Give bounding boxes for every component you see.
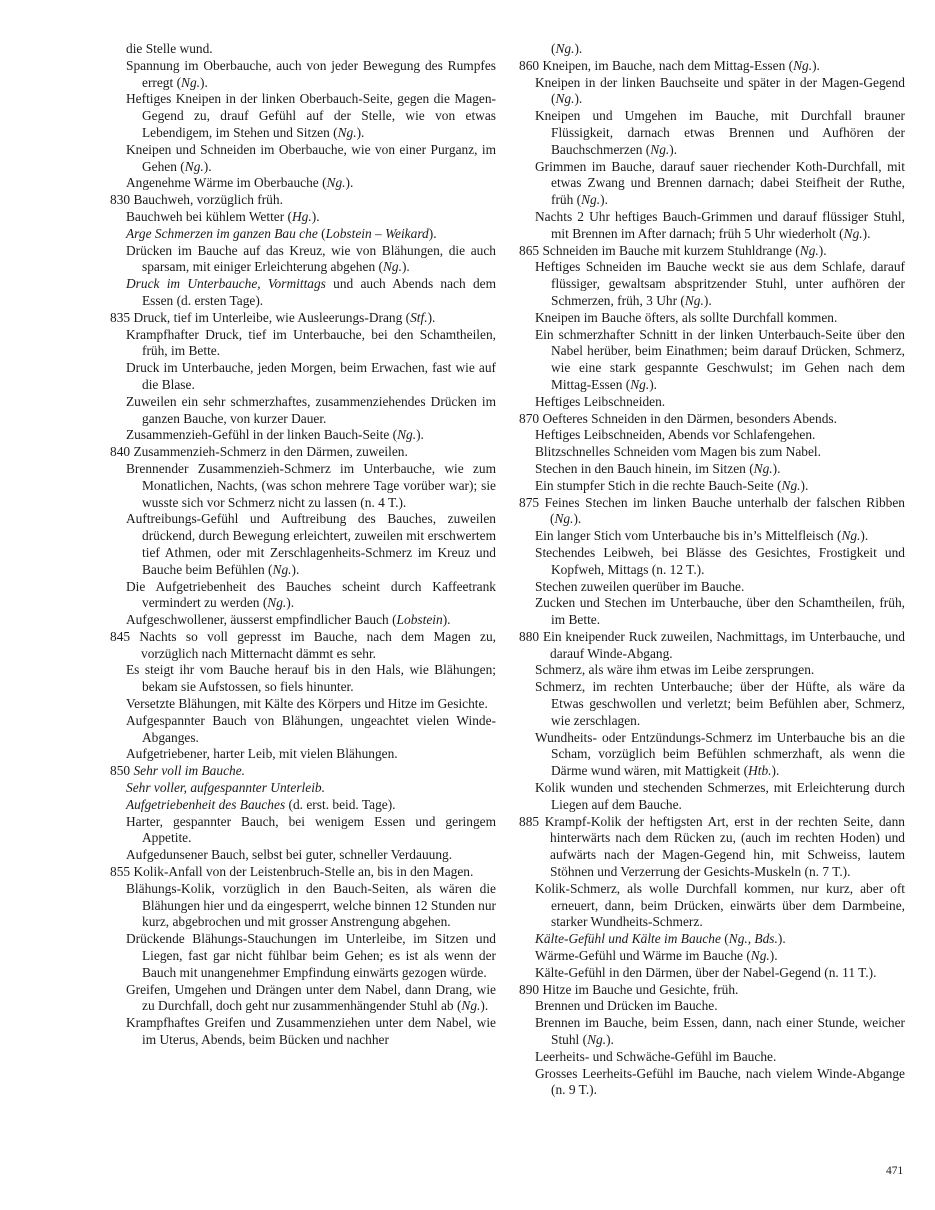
entry: Drücken im Bauche auf das Kreuz, wie von Blähungen, die auch sparsam, mit einiger Erleichterung abgehen (Ng.).	[126, 242, 496, 275]
entry: Blitzschnelles Schneiden vom Magen bis zum Nabel.	[535, 444, 821, 460]
entry: Kälte-Gefühl in den Därmen, über der Nabel-Gegend (n. 11 T.).	[535, 964, 877, 980]
entry: Kolik wunden und stechenden Schmerzes, mit Erleichterung durch Liegen auf dem Bauche.	[535, 780, 905, 812]
entry: Wärme-Gefühl und Wärme im Bauche (Ng.).	[535, 948, 778, 964]
entry-number: 850	[110, 763, 134, 779]
entry: Leerheits- und Schwäche-Gefühl im Bauche.	[535, 1048, 777, 1064]
numbered-entry	[110, 192, 496, 209]
entry: Ein langer Stich vom Unterbauche bis in’s Mittelfleisch (Ng.).	[535, 528, 869, 544]
entry: Nachts 2 Uhr heftiges Bauch-Grimmen und darauf flüssiger Stuhl, mit Brennen im After darnach; früh 5 Uhr wiederholt (Ng.).	[535, 208, 905, 241]
entry: Aufgeschwollener, äusserst empfindlicher Bauch (Lobstein).	[126, 612, 451, 628]
numbered-entry	[519, 629, 905, 663]
entry-text: Krampf-Kolik der heftigsten Art, erst in der rechten Seite, dann hinterwärts nach dem Rücken zu, (auch im rechten Hoden) und aufwärts nach der Magen-Gegend hin, mit Schweiss, lautem Stöhnen und Verzerrung der Gesichts-Muskeln (n. 7 T.).	[544, 813, 905, 880]
numbered-entry	[110, 763, 496, 780]
entry: Kolik-Schmerz, als wolle Durchfall kommen, nur kurz, aber oft erneuert, dann, beim Drücken, einwärts über dem Darmbeine, starker Wundheits-Schmerz.	[535, 880, 905, 930]
entry: Aufgetriebener, harter Leib, mit vielen Blähungen.	[126, 746, 398, 762]
entry-number: 845	[110, 628, 140, 644]
numbered-entry	[519, 243, 905, 260]
entry: Brennender Zusammenzieh-Schmerz im Unterbauche, wie zum Monatlichen, Nachts, (was schon mehrere Tage vorüber war); sie wusste sich vor Schmerz nicht zu lassen (n. 4 T.).	[126, 460, 496, 510]
entry-number: 875	[519, 494, 545, 510]
entry-text: Sehr voll im Bauche.	[133, 763, 245, 779]
entry: Druck im Unterbauche, Vormittags und auch Abends nach dem Essen (d. ersten Tage).	[126, 276, 496, 308]
entry: Schmerz, als wäre ihm etwas im Leibe zersprungen.	[535, 662, 815, 678]
continued-text: (Ng.).	[551, 41, 583, 56]
entry: Greifen, Umgehen und Drängen unter dem Nabel, dann Drang, wie zu Durchfall, doch geht nur zusammenhängender Stuhl ab (Ng.).	[126, 981, 496, 1014]
numbered-entry	[519, 982, 905, 999]
entry: Harter, gespannter Bauch, bei wenigem Essen und geringem Appetite.	[126, 813, 496, 846]
entry-number: 860	[519, 57, 543, 73]
left-column	[110, 41, 496, 1049]
numbered-entry	[110, 629, 496, 663]
numbered-entry	[519, 495, 905, 529]
entry-text: Oefteres Schneiden in den Därmen, besonders Abends.	[542, 410, 837, 426]
entry: Arge Schmerzen im ganzen Bau che (Lobstein – Weikard).	[126, 225, 437, 241]
entry-number: 890	[519, 981, 543, 997]
entry: Angenehme Wärme im Oberbauche (Ng.).	[126, 175, 354, 191]
entry-text: Nachts so voll gepresst im Bauche, nach dem Magen zu, vorzüglich nach Mitternacht dämmt es sehr.	[139, 628, 496, 661]
entry-number: 870	[519, 410, 543, 426]
entry: Krampfhafter Druck, tief im Unterbauche, bei den Schamtheilen, früh, im Bette.	[126, 326, 496, 359]
entry: Druck im Unterbauche, jeden Morgen, beim Erwachen, fast wie auf die Blase.	[126, 360, 496, 392]
entry-number: 885	[519, 813, 545, 829]
entry: Wundheits- oder Entzündungs-Schmerz im Unterbauche bis an die Scham, vorzüglich beim Befühlen schmerzhaft, als wenn die Därme wund wären, mit Mattigkeit (Htb.).	[535, 729, 905, 779]
entry-text: Ein kneipender Ruck zuweilen, Nachmittags, im Unterbauche, und darauf Winde-Abgang.	[542, 628, 905, 661]
entry-number: 835	[110, 309, 134, 325]
entry: Versetzte Blähungen, mit Kälte des Körpers und Hitze im Gesichte.	[126, 696, 488, 712]
numbered-entry	[110, 444, 496, 461]
entry: Stechen zuweilen querüber im Bauche.	[535, 578, 745, 594]
entry: Kneipen in der linken Bauchseite und später in der Magen-Gegend (Ng.).	[535, 74, 905, 107]
entry: Krampfhaftes Greifen und Zusammenziehen unter dem Nabel, wie im Uterus, Abends, beim Bücken und nachher	[126, 1015, 496, 1048]
entry: Aufgedunsener Bauch, selbst bei guter, schneller Verdauung.	[126, 847, 453, 863]
entry: Stechen in den Bauch hinein, im Sitzen (Ng.).	[535, 460, 781, 476]
numbered-entry	[110, 864, 496, 881]
entry: Zuweilen ein sehr schmerzhaftes, zusammenziehendes Drücken im ganzen Bauche, von kurzer Dauer.	[126, 393, 496, 426]
entry-number: 855	[110, 864, 134, 880]
entry-text: Zusammenzieh-Schmerz in den Därmen, zuweilen.	[133, 444, 408, 460]
numbered-entry	[519, 814, 905, 881]
entry: Kneipen und Schneiden im Oberbauche, wie von einer Purganz, im Gehen (Ng.).	[126, 141, 496, 174]
right-column	[519, 41, 905, 1099]
entry-number: 830	[110, 192, 134, 208]
entry: Ein schmerzhafter Schnitt in der linken Unterbauch-Seite über den Nabel herüber, beim Einathmen; beim darauf Drücken, Schmerz, wie eine stark gespannte Geschwulst; im Gehen nach dem Mittag-Essen (Ng.).	[535, 326, 905, 392]
entry: Brennen und Drücken im Bauche.	[535, 998, 718, 1014]
entry: Kälte-Gefühl und Kälte im Bauche (Ng., Bds.).	[535, 931, 786, 947]
entry: Es steigt ihr vom Bauche herauf bis in den Hals, wie Blähungen; bekam sie Aufstossen, so fiels hinunter.	[126, 662, 496, 695]
entry: Aufgetriebenheit des Bauches (d. erst. beid. Tage).	[126, 796, 396, 812]
entry: Sehr voller, aufgespannter Unterleib.	[126, 780, 325, 796]
entry: Ein stumpfer Stich in die rechte Bauch-Seite (Ng.).	[535, 477, 809, 493]
entry: Zucken und Stechen im Unterbauche, über den Schamtheilen, früh, im Bette.	[535, 595, 905, 628]
entry: Drückende Blähungs-Stauchungen im Unterleibe, im Sitzen und Liegen, fast gar nicht fühlbar beim Gehen; es ist als wenn der Bauch mit unangenehmer Empfindung einwärts gezogen würde.	[126, 931, 496, 980]
entry: Heftiges Leibschneiden, Abends vor Schlafengehen.	[535, 427, 816, 443]
entry: Spannung im Oberbauche, auch von jeder Bewegung des Rumpfes erregt (Ng.).	[126, 57, 496, 90]
entry: Bauchweh bei kühlem Wetter (Hg.).	[126, 208, 320, 224]
entry: Heftiges Kneipen in der linken Oberbauch-Seite, gegen die Magen-Gegend zu, drauf Gefühl auf der Stelle, wie von etwas Lebendigem, im Stehen und Sitzen (Ng.).	[126, 91, 496, 140]
entry: Grosses Leerheits-Gefühl im Bauche, nach vielem Winde-Abgange (n. 9 T.).	[535, 1065, 905, 1098]
entry-text: Druck, tief im Unterleibe, wie Ausleerungs-Drang (Stf.).	[133, 309, 436, 325]
numbered-entry	[519, 411, 905, 428]
entry: Kneipen und Umgehen im Bauche, mit Durchfall brauner Flüssigkeit, darnach etwas Brennen und Aufhören der Bauchschmerzen (Ng.).	[535, 108, 905, 157]
entry-number: 840	[110, 444, 134, 460]
entry: Grimmen im Bauche, darauf sauer riechender Koth-Durchfall, mit etwas Zwang und Brennen darnach; dabei Steifheit der Ruthe, früh (Ng.).	[535, 158, 905, 208]
numbered-entry	[519, 58, 905, 75]
entry: Blähungs-Kolik, vorzüglich in den Bauch-Seiten, als wären die Blähungen hier und da eingesperrt, welche binnen 12 Stunden nur kurz, abgebrochen und mit grosser Anstrengung abgehen.	[126, 880, 497, 930]
entry: Heftiges Schneiden im Bauche weckt sie aus dem Schlafe, darauf flüssiger, gewaltsam abspritzender Stuhl, unter aufhören der Schmerzen, früh, 3 Uhr (Ng.).	[535, 259, 905, 308]
entry-text: Schneiden im Bauche mit kurzem Stuhldrange (Ng.).	[542, 242, 827, 258]
entry: Stechendes Leibweh, bei Blässe des Gesichtes, Frostigkeit und Kopfweh, Mittags (n. 12 T.).	[535, 544, 905, 577]
entry-text: Hitze im Bauche und Gesichte, früh.	[542, 981, 739, 997]
entry: Brennen im Bauche, beim Essen, dann, nach einer Stunde, weicher Stuhl (Ng.).	[535, 1015, 905, 1048]
entry: Schmerz, im rechten Unterbauche; über der Hüfte, als wäre da Etwas geschwollen und verletzt; beim Befühlen aber, Schmerz, wie zerschlagen.	[535, 679, 905, 728]
entry-text: Feines Stechen im linken Bauche unterhalb der falschen Ribben (Ng.).	[544, 494, 905, 527]
entry-text: Kolik-Anfall von der Leistenbruch-Stelle an, bis in den Magen.	[133, 864, 474, 880]
entry-number: 880	[519, 628, 543, 644]
entry: Zusammenzieh-Gefühl in der linken Bauch-Seite (Ng.).	[126, 427, 424, 443]
entry: Aufgespannter Bauch von Blähungen, ungeachtet vielen Winde-Abganges.	[126, 712, 496, 745]
entry-text: Bauchweh, vorzüglich früh.	[133, 192, 283, 208]
entry: Heftiges Leibschneiden.	[535, 393, 666, 409]
entry-number: 865	[519, 242, 543, 258]
entry-text: Kneipen, im Bauche, nach dem Mittag-Essen (Ng.).	[542, 57, 820, 73]
entry: Die Aufgetriebenheit des Bauches scheint durch Kaffeetrank vermindert zu werden (Ng.).	[126, 578, 496, 611]
continued-text: die Stelle wund.	[126, 41, 213, 56]
numbered-entry	[110, 310, 496, 327]
page-number: 471	[886, 1165, 904, 1177]
entry: Kneipen im Bauche öfters, als sollte Durchfall kommen.	[535, 309, 838, 325]
entry: Auftreibungs-Gefühl und Auftreibung des Bauches, zuweilen drückend, durch Bewegung erleichtert, zuweilen mit erschwertem tief Athmen, oder mit Zerschlagenheits-Schmerz im Kreuz und Bauche beim Befühlen (Ng.).	[126, 511, 496, 577]
